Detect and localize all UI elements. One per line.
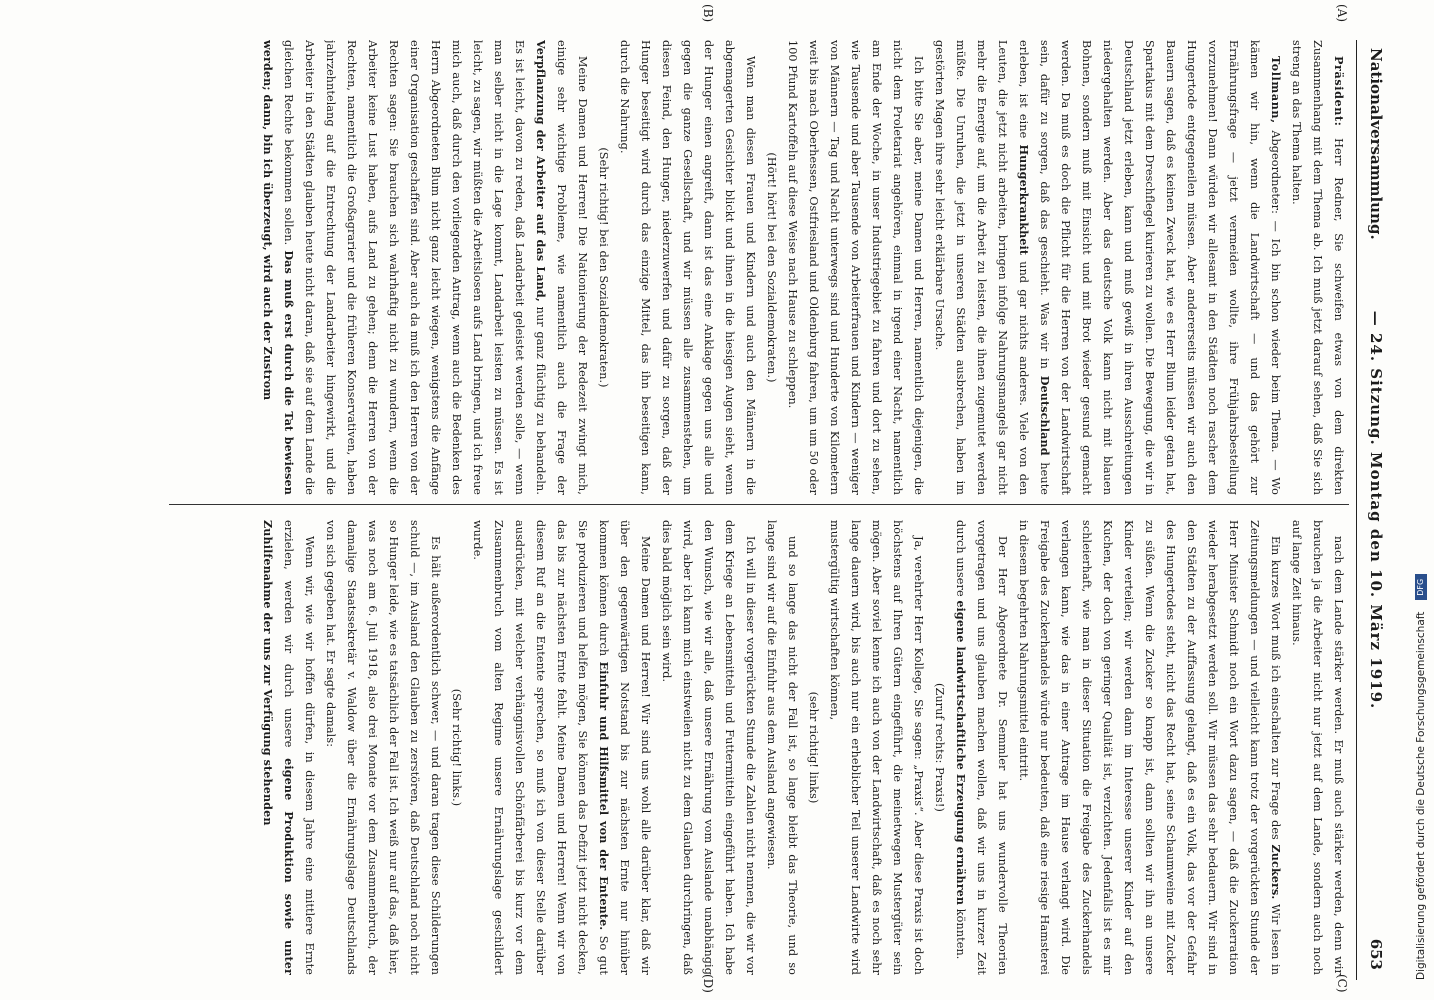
paragraph-text: Meine Damen und Herren! Wir sind uns wohl alle darüber klar, daß wir über den gegenwärtigen Notstand bis zur nächsten Ernte nur hinüber kommen können durch [597,520,652,975]
paragraph: Ich bitte Sie aber, meine Damen und Herren, namentlich diejenigen, die nicht dem Proletariat angehören, einmal in irgend einer Nacht, namentlich am Ende der Woche, in unser Industriegebiet zu fahren und dort zu sehen, wie Tausende und aber Tausende von Arbeiterfrauen und Kindern — weniger von Männern — Tag und Nacht unterwegs sind und Hunderte von Kilometern weit bis nach Oberhessen, Ostfriesland und Oldenburg fahren, um um 50 oder 100 Pfund Kartoffeln auf diese Weise nach Hause zu schleppen. [786,40,925,495]
paragraph: Es hält außerordentlich schwer, — und daran tragen diese Schilderungen schuld —, im Ausland den Glauben zu zerstören, daß Deutschland noch nicht so Hunger leide, wie es tatsächlich der Fall ist. Ich weiß nur auf das, daß hier, was noch am 6. Juli 1918, also drei Monate vor dem Zusammenbruch, der damalige Staatssekretär v. Waldow über die Ernährungslage Deutschlands von sich gegeben hat. Er sagte damals: [324,520,442,975]
emphasis-text: Einfuhr und Hilfsmittel von der Entente. [597,661,611,931]
header-session-date: — 24. Sitzung. Montag den 10. März 1919. [1367,310,1385,710]
interjection: (sehr richtig! links) [807,691,820,804]
left-text-column [99,40,1349,495]
emphasis-text: Das muß erst durch die Tat bewiesen werden; dann, bin ich überzeugt, wird auch der Zustrom [261,40,296,495]
margin-marker-c: (C) [1335,974,1349,993]
speaker-name: Präsident: [1332,56,1346,127]
paragraph: und so lange das nicht der Fall ist, so lange bleibt das Theorie, und so lange sind wir auf die Einfuhr aus dem Ausland angewiesen. [765,520,799,975]
paragraph: Wenn man diesen Frauen und Kindern und auch den Männern in die abgemagerten Gesichter blickt und ihnen in die hiesigen Augen sieht, wenn der Hunger einen angreift, dann ist das eine Anklage gegen uns alle und gegen die ganze Gesellschaft, und wir müssen alle zusammenstehen, um diesen Feind, den Hunger, niederzuwerfen und dafür zu sorgen, daß der Hunger beseitigt wird durch das einzige Mittel, das ihn beseitigen kann, durch die Nahrung. [618,40,757,495]
paragraph-text: Abgeordneter: — Ich bin schon wieder beim Thema. — Wo kämen wir hin, wenn die Landwirtschaft — und das gehört zur Ernährungsfrage — jetzt vermeiden wollte, ihre Frühjahrsbestellung vorzunehmen! Dann würden wir allesamt in den Städten noch rascher dem Hungertode entgegeneilen müssen. Aber andererseits müssen wir auch den Bauern sagen, daß es keinen Zweck hat, wie es Herr Blum leider getan hat, Spartakus mit dem Dreschflegel kurieren zu wollen. Die Bewegung, die wir in Deutschland jetzt erleben, kann und muß gewiß in ihren Ausschreitungen niedergehalten werden. Aber das deutsche Volk kann nicht mit blauen Bohnen, sondern muß mit Einsicht und mit Brot wieder gesund gemacht werden. Da muß es doch die Pflicht für die Herren von der Landwirtschaft sein, dafür zu sorgen, daß das geschieht. Was wir in [1038,40,1282,495]
paragraph [1286,40,1349,495]
page-header [1356,40,1391,980]
emphasis-text: Zuckers. [1269,844,1283,900]
paragraph: Ja, verehrter Herr Kollege, Sie sagen: „Praxis“. Aber diese Praxis ist doch höchstens auf Ihren Gütern eingeführt, die meinetwegen Mustergüter sein mögen. Aber soviel kenne ich auch von der Landwirtschaft, daß es noch sehr lange dauern wird, bis auch nur ein erheblicher Teil unserer Landwirte wird mustergültig wirtschaften können, [828,520,925,975]
paragraph [257,40,593,495]
paragraph-text: heute erleben, ist eine [1017,40,1051,495]
paragraph-text: Wenn wir, wie wir hoffen dürfen, in diesem Jahre eine mittlere Ernte erzielen, werden wir durch unsere [282,520,316,975]
page-number: 653 [1367,938,1385,970]
margin-marker-a: (A) [1335,4,1349,23]
interjection: (Sehr richtig! links.) [450,688,463,807]
interjection: (Hört! hört! bei den Sozialdemokraten.) [765,152,778,383]
paragraph-text: Ein kurzes Wort muß ich einschalten zur Frage des [1269,536,1282,840]
paragraph-text: Wir lesen in Zeitungsmeldungen — und vielleicht kann trotz der vorgerückten Stunde der Herr Minister Schmidt noch ein Wort dazu sagen, — daß die Zuckerration wieder herabgesetzt werden soll. Wir müssen das sehr bedauern. Wir sind in den Städten zu der Auffassung gelangt, daß es ein Volk, das vor der Gefahr des Hungertodes steht, nicht das Recht hat, seine Schaumweine mit Zucker zu süßen. Wenn die Zucker so knapp ist, dann sollten wir ihn an unsere Kinder verteilen; wir werden dann im Interesse unserer Kinder auf den Kuchen, der doch von geringer Qualität ist, verzichten. Jedenfalls ist es mir schleierhaft, wie man in dieser Situation die Freigabe des Zuckerhandels verlangen kann, wie das in einer Antrage im Hause verlangt wird. Die Freigabe des Zuckerhandels würde nur bedeuten, daß eine riesige Hamsterei in diesem begehrten Nahrungsmittel eintritt. [1017,520,1282,975]
paragraph-text: So gut Sie produzieren und helfen mögen, Sie können das Defizit jetzt nicht decken, das bis zur nächsten Ernte fehlt. Meine Damen und Herren! Wenn wir von diesem Ruf an die Entente sprechen, so muß ich von dieser Stelle darüber ausdrücken, mit welcher verhängnisvollen Schönfärberei bis kurz vor dem Zusammenbruch vom alten Regime unsere Ernährungslage geschildert wurde. [471,520,610,975]
emphasis-text: eigene landwirtschaftliche Erzeugung ernähren [954,600,968,906]
emphasis-text: Hungerkrankheit [1017,144,1031,256]
speaker-name: Tollmann, [1269,56,1283,124]
column-divider [169,504,1349,505]
dfg-logo-icon: DFG [1415,574,1427,600]
paragraph: Ich will in dieser vorgerückten Stunde die Zahlen nicht nennen, die wir vor dem Kriege an Lebensmitteln und Futtermitteln eingeführt haben. Ich habe den Wunsch, wie wir alle, daß unsere Ernährung vom Auslande unabhängig wird, aber ich kann mich einstweilen nicht zu dem Glauben durchringen, daß dies bald möglich sein wird. [660,520,757,975]
margin-marker-d: (D) [701,974,715,993]
paragraph-text: Meine Damen und Herren! Die Nationierung der Redezeit zwingt mich, einige sehr wichtige Probleme, wie namentlich auch die Frage der [555,40,589,495]
paragraph-text: Herr Redner, Sie schweifen etwas von dem direkten Zusammenhang mit dem Thema ab. Ich muß jetzt darauf sehen, daß Sie sich streng an das Thema halten. [1290,40,1345,495]
paragraph [257,520,320,975]
paragraph-text: Der Herr Abgeordnete Dr. Semmler hat uns wundervolle Theorien vorgetragen und uns glauben machen wollen, daß wir uns in kurzer Zeit durch unsere [954,520,1009,975]
paragraph [1013,520,1286,975]
funding-note [1405,0,1434,1000]
interjection: (Sehr richtig! bei den Sozialdemokraten.) [597,147,610,388]
paragraph-text: nur ganz flüchtig zu behandeln. Es ist leicht, davon zu reden, daß Landarbeit geleistet werden solle, — wenn man selber nicht in die Lage kommt, Landarbeit leisten zu müssen. Es ist leicht, zu sagen, wir müßten die Arbeitslosen aufs Land bringen, und ich freue mich auch, daß durch den vorliegenden Antrag, wenn auch die Bedenken des Herrn Abgeordneten Blum nicht ganz leicht wiegen, wenigstens die Anfänge einer Organisation geschaffen sind. Aber auch da muß ich den Herren von der Rechten sagen: Sie brauchen sich wahrhaftig nicht zu wundern, wenn die Arbeiter keine Lust haben, aufs Land zu gehen; denn die Herren von der Rechten, namentlich die Großagrarier und die früheren Konservativen, haben jahrzehntelang auf die Entrechtung der Landarbeiter hingewirkt, und die Arbeiter in den Städten glauben heute nicht daran, daß sie auf dem Lande die gleichen Rechte bekommen sollen. [282,40,547,495]
paragraph [467,520,656,975]
interjection: (Zuruf rechts: Praxis!) [933,683,946,812]
paragraph-text: und gar nichts anderes. Viele von den Leuten, die jetzt nicht arbeiten, bringen infolge Nahrungsmangels gar nicht mehr die Energie auf, um die Arbeit zu leisten, die ihnen zugemutet werden müßte. Die Unruhen, die jetzt in unseren Städten ausbrechen, haben im gestörten Magen ihre sehr leicht erklärbare Ursache. [933,40,1030,495]
margin-marker-b: (B) [701,4,715,23]
rotated-page [95,0,1395,1000]
paragraph [929,40,1286,495]
emphasis-text: Verpflanzung der Arbeiter auf das Land, [534,40,548,302]
header-assembly-title: Nationalversammlung. [1367,48,1385,240]
emphasis-text: Deutschland [1038,375,1052,456]
right-text-column [99,520,1349,975]
funding-text: Digitalisierung gefördert durch die Deutsche Forschungsgemeinschaft [1415,611,1427,980]
paragraph: nach dem Lande stärker werden. Er muß auch stärker werden, denn wir brauchen ja die Arbeiter nicht nur jetzt auf dem Lande, sondern auch noch auf lange Zeit hinaus. [1290,520,1345,975]
paragraph [950,520,1013,975]
emphasis-text: eigene Produktion sowie unter Zuhilfenahme der uns zur Verfügung stehenden [261,520,296,975]
funding-sidebar [1402,0,1434,1000]
paragraph-text: könnten. [954,908,967,960]
